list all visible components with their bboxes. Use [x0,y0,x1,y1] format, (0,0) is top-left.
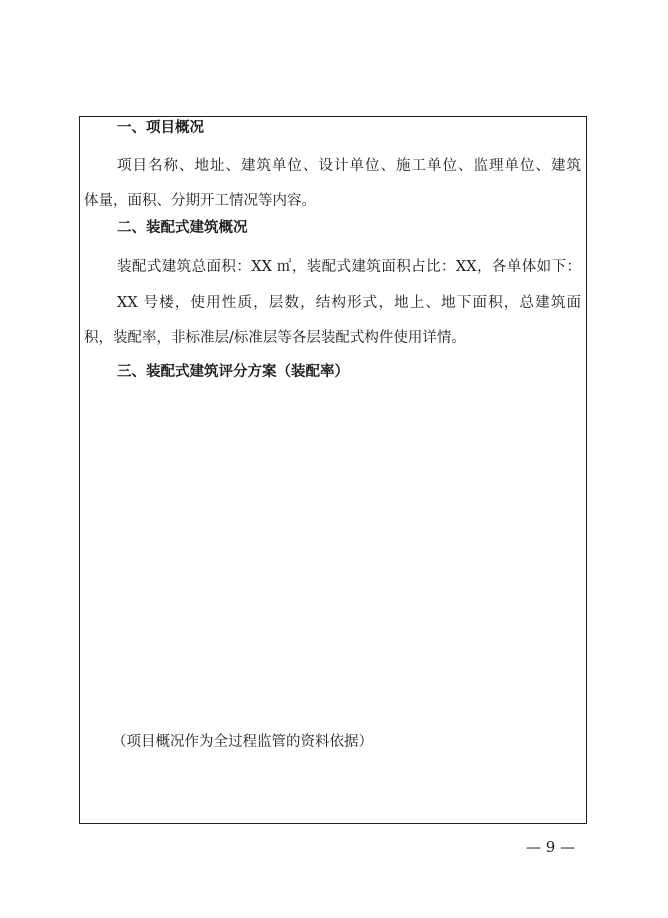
building-detail-line-2: 积，装配率，非标准层/标准层等各层装配式构件使用详情。 [84,330,466,346]
page-number: — 9 — [526,838,576,856]
overview-paragraph-line-1: 项目名称、地址、建筑单位、设计单位、施工单位、监理单位、建筑 [117,158,581,174]
prefab-area-line: 装配式建筑总面积：XX ㎡，装配式建筑面积占比：XX，各单体如下： [117,259,581,275]
section-heading-prefab-overview: 二、装配式建筑概况 [117,220,248,236]
section-heading-overview: 一、项目概况 [117,120,204,136]
overview-paragraph-line-2: 体量，面积、分期开工情况等内容。 [84,193,316,209]
building-detail-line-1: XX 号楼，使用性质，层数，结构形式，地上、地下面积，总建筑面 [117,295,581,311]
footnote: （项目概况作为全过程监管的资料依据） [112,734,373,750]
section-heading-scoring-plan: 三、装配式建筑评分方案（装配率） [117,364,349,380]
